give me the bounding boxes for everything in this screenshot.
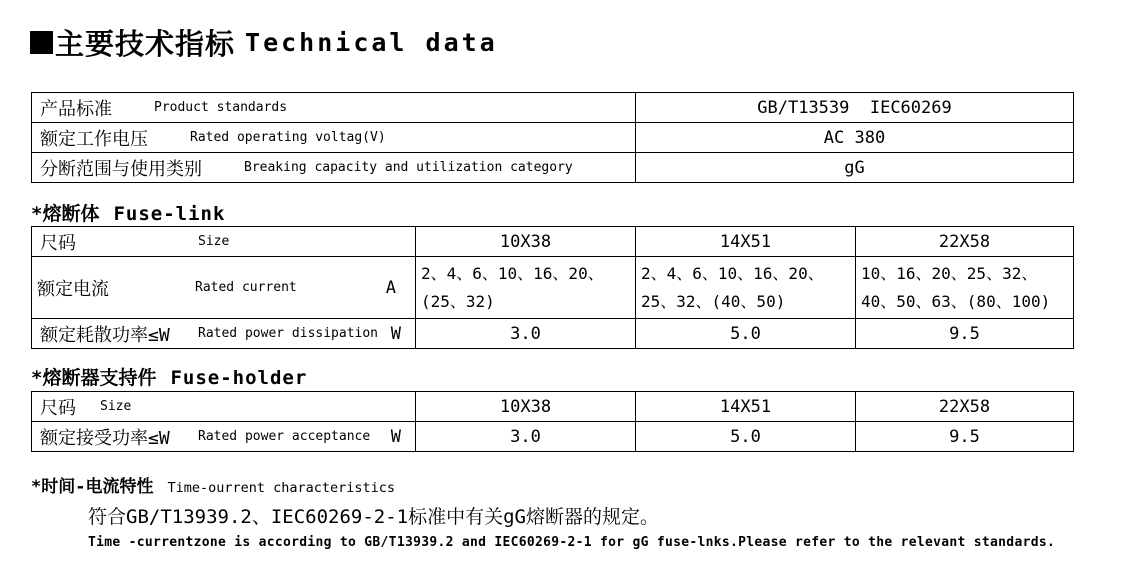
row-label — [40, 394, 415, 420]
unit-ampere: A — [385, 277, 396, 298]
label-en: Size — [100, 399, 132, 414]
size-value: 22X58 — [856, 227, 1074, 257]
row-label-cell — [32, 93, 636, 123]
power-value: 9.5 — [856, 422, 1074, 452]
size-value: 10X38 — [416, 392, 636, 422]
section-heading-fuse-link — [31, 199, 1130, 223]
unit-watt: W — [390, 426, 401, 447]
row-label-cell — [32, 123, 636, 153]
label-en: Rated power dissipation — [198, 326, 379, 341]
section-heading-fuse-holder — [31, 363, 1130, 387]
label-en: Size — [198, 234, 230, 249]
current-values-cell — [636, 257, 856, 319]
page-title-en: Technical data — [245, 27, 498, 57]
table-row-power-dissipation — [32, 319, 1074, 349]
section-heading-cjk: *时间-电流特性 — [31, 477, 154, 497]
row-label-cell — [32, 257, 416, 319]
black-square-icon — [30, 31, 53, 54]
label-en: Product standards — [154, 100, 288, 115]
power-value: 3.0 — [416, 422, 636, 452]
general-specs-table — [31, 92, 1074, 183]
table-row-power-acceptance — [32, 422, 1074, 452]
label-en: Breaking capacity and utilization category — [244, 160, 573, 175]
current-values-cell — [856, 257, 1074, 319]
section-heading-cjk: *熔断器支持件 — [31, 367, 157, 389]
row-label — [40, 321, 415, 347]
size-value: 14X51 — [636, 227, 856, 257]
current-values-cell — [416, 257, 636, 319]
table-row-size — [32, 227, 1074, 257]
table-row-breaking-capacity — [32, 153, 1074, 183]
label-en: Rated operating voltag(V) — [190, 130, 386, 145]
label-cjk: 尺码 — [40, 397, 76, 419]
row-label-cell — [32, 319, 416, 349]
row-value: GB/T13539 IEC60269 — [636, 93, 1074, 123]
label-cjk: 产品标准 — [40, 98, 112, 120]
power-value: 5.0 — [636, 319, 856, 349]
current-line-1: 2、4、6、10、16、20、 — [421, 263, 604, 283]
row-value: AC 380 — [636, 123, 1074, 153]
row-label-cell — [32, 392, 416, 422]
row-label — [40, 424, 415, 450]
time-current-note-cjk: 符合GB/T13939.2、IEC60269-2-1标准中有关gG熔断器的规定。 — [88, 506, 659, 528]
table-row-rated-voltage — [32, 123, 1074, 153]
page-title-cjk: 主要技术指标 — [55, 26, 236, 61]
fuse-link-table — [31, 226, 1074, 349]
label-cjk: 额定电流 — [37, 278, 109, 300]
power-value: 5.0 — [636, 422, 856, 452]
size-value: 14X51 — [636, 392, 856, 422]
label-cjk: 分断范围与使用类别 — [40, 158, 202, 180]
section-heading-en: Time-ourrent characteristics — [167, 480, 396, 496]
label-cjk: 尺码 — [40, 232, 76, 254]
size-value: 22X58 — [856, 392, 1074, 422]
section-heading-en: Fuse-holder — [170, 367, 308, 389]
label-en: Rated power acceptance — [198, 429, 371, 444]
section-heading-time-current — [31, 472, 1130, 497]
power-value: 9.5 — [856, 319, 1074, 349]
fuse-holder-table — [31, 391, 1074, 452]
current-line-1: 10、16、20、25、32、 — [861, 263, 1038, 283]
row-value: gG — [636, 153, 1074, 183]
table-row-size — [32, 392, 1074, 422]
label-cjk: 额定接受功率≤W — [40, 427, 170, 449]
current-line-2: 40、50、63、(80、100) — [861, 291, 1051, 311]
row-label — [40, 125, 635, 151]
current-line-2: 25、32、(40、50) — [641, 291, 786, 311]
size-value: 10X38 — [416, 227, 636, 257]
row-label-cell — [32, 422, 416, 452]
row-label-cell — [32, 227, 416, 257]
row-label-cell — [32, 153, 636, 183]
current-line-2: (25、32) — [421, 291, 495, 311]
row-label — [40, 229, 415, 255]
section-heading-cjk: *熔断体 — [31, 203, 100, 225]
row-label — [40, 155, 635, 181]
section-heading-en: Fuse-link — [113, 203, 226, 225]
label-cjk: 额定耗散功率≤W — [40, 324, 170, 346]
page-title — [30, 22, 1130, 62]
row-label — [37, 275, 410, 301]
table-row-product-standards — [32, 93, 1074, 123]
current-line-1: 2、4、6、10、16、20、 — [641, 263, 824, 283]
label-en: Rated current — [195, 280, 297, 295]
table-row-rated-current — [32, 257, 1074, 319]
row-label — [40, 95, 635, 121]
unit-watt: W — [390, 323, 401, 344]
power-value: 3.0 — [416, 319, 636, 349]
time-current-note-en: Time -currentzone is according to GB/T13939.2 and IEC60269-2-1 for gG fuse-lnks.Please refer to the relevant standards. — [88, 535, 1056, 550]
label-cjk: 额定工作电压 — [40, 128, 148, 150]
